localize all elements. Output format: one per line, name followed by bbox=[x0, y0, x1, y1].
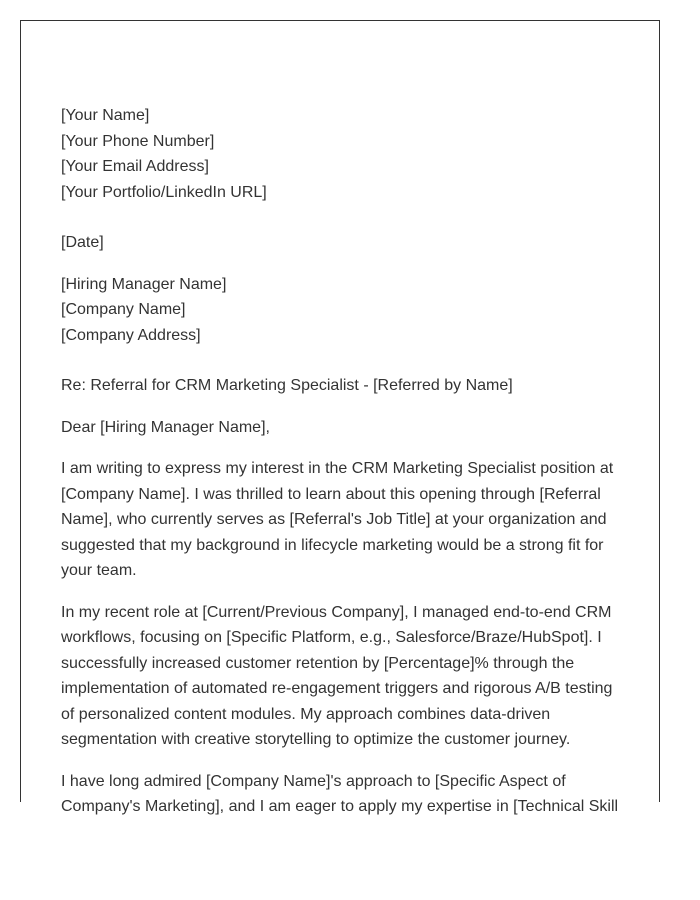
paragraph-2: In my recent role at [Current/Previous Company], I managed end-to-end CRM workflows, focusing on [Specific Platform, e.g., Salesforce/Braze/HubSpot]. I successfully increased customer retention by [Percentage]% through the implementation of automated re-engagement triggers and rigorous A/B testing of personalized content modules. My approach combines data-driven segmentation with creative storytelling to optimize the customer journey. bbox=[61, 603, 613, 748]
sender-phone: [Your Phone Number] bbox=[61, 132, 215, 150]
recipient-company: [Company Name] bbox=[61, 301, 186, 318]
letter-page bbox=[20, 20, 660, 815]
letter-date: [Date] bbox=[61, 234, 104, 251]
date-block bbox=[61, 230, 621, 256]
recipient-manager: [Hiring Manager Name] bbox=[61, 275, 227, 293]
salutation: Dear [Hiring Manager Name], bbox=[61, 418, 270, 436]
subject-line: Re: Referral for CRM Marketing Specialist - [Referred by Name] bbox=[61, 377, 513, 394]
recipient-block bbox=[61, 272, 621, 349]
recipient-address: [Company Address] bbox=[61, 326, 201, 344]
sender-email: [Your Email Address] bbox=[61, 158, 209, 175]
letter-body bbox=[61, 103, 621, 836]
sender-block bbox=[61, 103, 621, 205]
sender-name: [Your Name] bbox=[61, 107, 150, 124]
sender-portfolio: [Your Portfolio/LinkedIn URL] bbox=[61, 183, 267, 201]
paragraph-3: I have long admired [Company Name]'s approach to [Specific Aspect of Company's Marketing], and I am eager to apply my expertise in [Technical Skill bbox=[61, 772, 619, 815]
paragraph-1: I am writing to express my interest in the CRM Marketing Specialist position at [Company Name]. I was thrilled to learn about this opening through [Referral Name], who currently serves as [Referral's Job Title] at your organization and suggested that my background in lifecycle marketing would be a strong fit for your team. bbox=[61, 460, 614, 579]
